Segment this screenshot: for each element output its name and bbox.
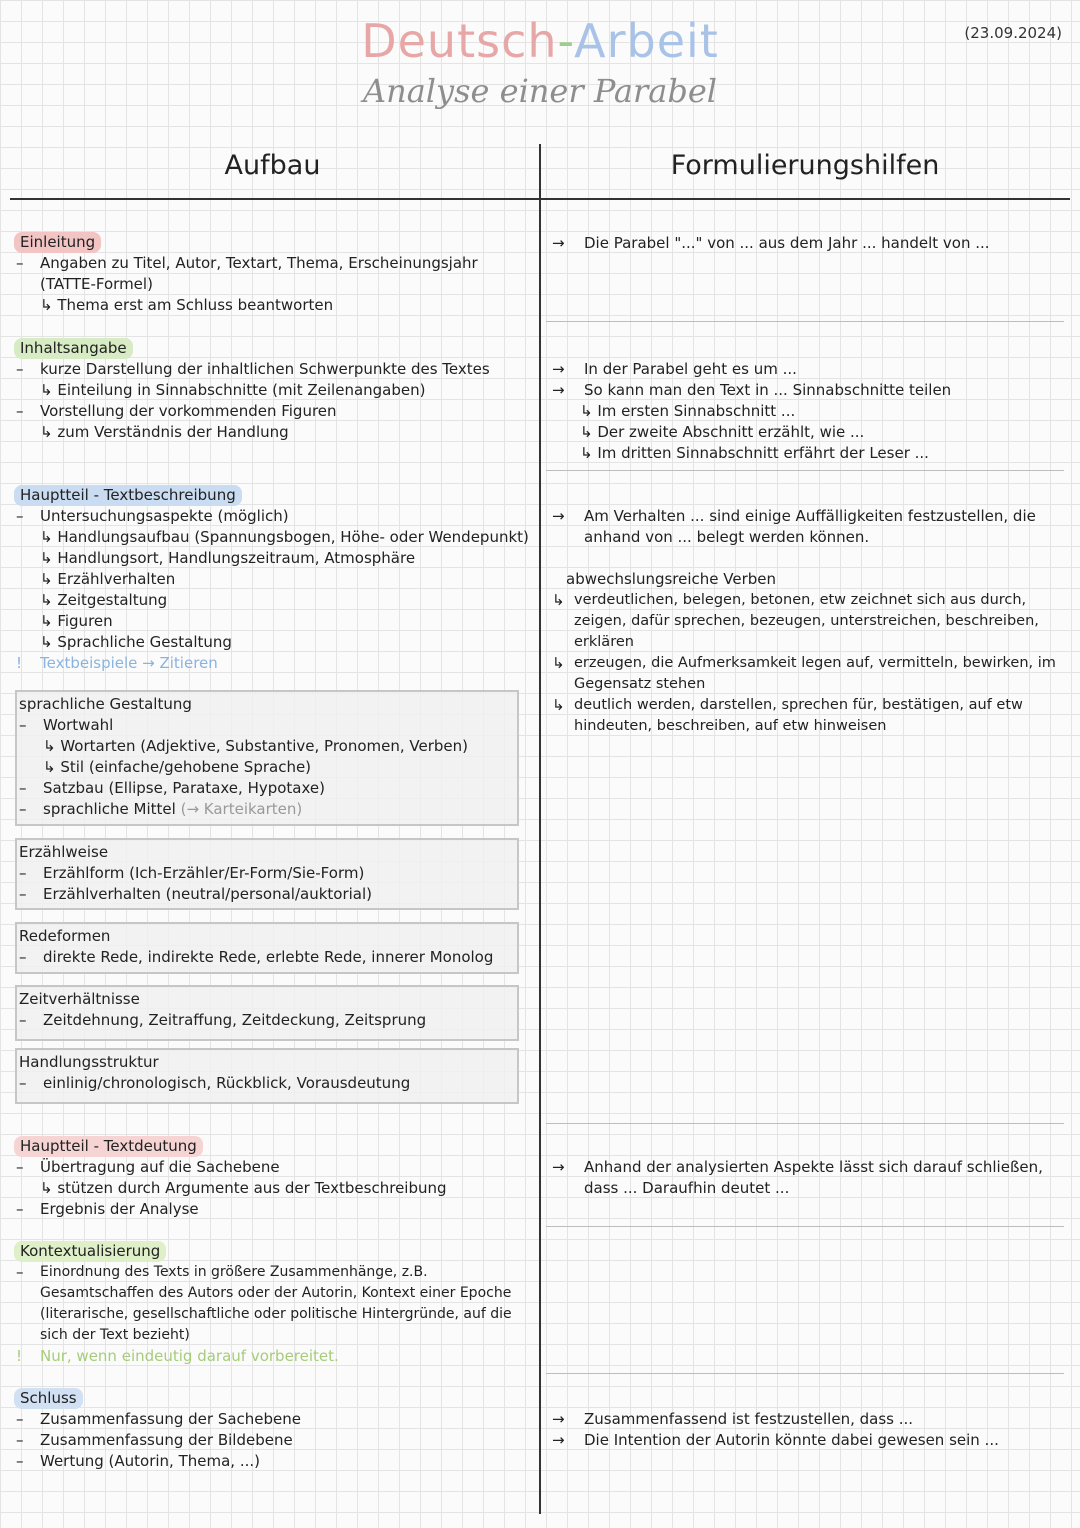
karteikarten-ref: (→ Karteikarten)	[180, 800, 303, 818]
title-dash: -	[557, 14, 575, 68]
section-einleitung: Einleitung – Angaben zu Titel, Autor, Textart, Thema, Erscheinungsjahr (TATTE-Formel) ↳ Thema erst am Schluss beantworten	[16, 232, 536, 316]
phrase: deutlich werden, darstellen, sprechen für, bestätigen, auf etw hindeuten, beschreiben, auf etw hinweisen	[574, 697, 1023, 734]
column-divider	[539, 144, 541, 1514]
phrase: Die Parabel "..." von ... aus dem Jahr ... handelt von ...	[584, 234, 990, 252]
list-item: Vorstellung der vorkommenden Figuren	[40, 402, 337, 420]
section-textdeutung: Hauptteil - Textdeutung – Übertragung auf die Sachebene ↳ stützen durch Argumente aus der Textbeschreibung – Ergebnis der Analyse	[16, 1136, 536, 1220]
list-item: Untersuchungsaspekte (möglich)	[40, 507, 289, 525]
list-item: ↳ stützen durch Argumente aus der Textbeschreibung	[40, 1179, 447, 1197]
right-schluss	[552, 1409, 1074, 1451]
box-handlungsstruktur: Handlungsstruktur – einlinig/chronologisch, Rückblick, Vorausdeutung	[15, 1048, 519, 1104]
row-separator	[546, 321, 1064, 322]
list-item: Angaben zu Titel, Autor, Textart, Thema, Erscheinungsjahr	[40, 254, 478, 272]
phrase: In der Parabel geht es um ...	[584, 360, 797, 378]
heading-textdeutung: Hauptteil - Textdeutung	[14, 1136, 203, 1157]
box-heading: Zeitverhältnisse	[19, 990, 140, 1008]
phrase: Am Verhalten ... sind einige Auffälligkeiten festzustellen, die anhand von ... belegt werden können.	[584, 507, 1036, 546]
corner-arrow-icon: ↳	[580, 423, 598, 441]
phrase: Im ersten Sinnabschnitt ...	[597, 402, 796, 420]
column-header-formulierungshilfen: Formulierungshilfen	[670, 150, 940, 181]
kontext-text: Einordnung des Texts in größere Zusammenhänge, z.B. Gesamtschaffen des Autors oder der Autorin, Kontext einer Epoche (literarische, gesellschaftliche oder politische Hintergründe, auf die sich der Text bezieht)	[40, 1264, 512, 1343]
list-item: Zeitdehnung, Zeitraffung, Zeitdeckung, Zeitsprung	[43, 1011, 427, 1029]
note-zitieren: Textbeispiele → Zitieren	[40, 654, 218, 672]
row-separator	[546, 1373, 1064, 1374]
right-beschreibung	[552, 506, 1074, 737]
list-item: ↳ Handlungsaufbau (Spannungsbogen, Höhe- oder Wendepunkt)	[40, 528, 529, 546]
list-item: ↳ Handlungsort, Handlungszeitraum, Atmosphäre	[40, 549, 416, 567]
list-item: ↳ Figuren	[40, 612, 113, 630]
arrow-icon: →	[552, 381, 565, 399]
phrase: So kann man den Text in ... Sinnabschnitte teilen	[584, 381, 952, 399]
phrase: erzeugen, die Aufmerksamkeit legen auf, vermitteln, bewirken, im Gegensatz stehen	[574, 655, 1056, 692]
list-item: einlinig/chronologisch, Rückblick, Vorausdeutung	[43, 1074, 411, 1092]
list-item: sprachliche Mittel	[43, 800, 176, 818]
phrase: Zusammenfassend ist festzustellen, dass ...	[584, 1410, 914, 1428]
row-separator	[546, 470, 1064, 471]
verben-heading: abwechslungsreiche Verben	[566, 570, 777, 588]
box-sprachliche-gestaltung: sprachliche Gestaltung – Wortwahl ↳ Wortarten (Adjektive, Substantive, Pronomen, Verben) ↳ Stil (einfache/gehobene Sprache) – Satzbau (Ellipse, Parataxe, Hypotaxe) – sprachliche Mittel (→ Karteikarten)	[15, 690, 519, 826]
page-subtitle: Analyse einer Parabel	[362, 72, 718, 110]
list-item: kurze Darstellung der inhaltlichen Schwerpunkte des Textes	[40, 360, 490, 378]
list-item: ↳ zum Verständnis der Handlung	[40, 423, 289, 441]
list-item: Ergebnis der Analyse	[40, 1200, 199, 1218]
phrase: Der zweite Abschnitt erzählt, wie ...	[597, 423, 865, 441]
arrow-icon: →	[552, 234, 565, 252]
list-item: Übertragung auf die Sachebene	[40, 1158, 280, 1176]
phrase: verdeutlichen, belegen, betonen, etw zeichnet sich aus durch, zeigen, dafür sprechen, bezeugen, unterstreichen, beschreiben, erklären	[574, 592, 1039, 650]
heading-schluss: Schluss	[14, 1388, 83, 1409]
title-part-arbeit: Arbeit	[574, 14, 719, 68]
corner-arrow-icon: ↳	[552, 591, 565, 609]
box-erzaehlweise: Erzählweise – Erzählform (Ich-Erzähler/Er-Form/Sie-Form) – Erzählverhalten (neutral/personal/auktorial)	[15, 838, 519, 910]
heading-inhaltsangabe: Inhaltsangabe	[14, 338, 133, 359]
list-item: Zusammenfassung der Sachebene	[40, 1410, 302, 1428]
row-separator	[546, 1123, 1064, 1124]
list-item: ↳ Stil (einfache/gehobene Sprache)	[43, 758, 312, 776]
phrase: Die Intention der Autorin könnte dabei gewesen sein ...	[584, 1431, 999, 1449]
right-deutung	[552, 1157, 1074, 1199]
list-item: direkte Rede, indirekte Rede, erlebte Rede, innerer Monolog	[43, 948, 494, 966]
date-label: (23.09.2024)	[964, 24, 1062, 42]
right-einleitung	[552, 233, 1074, 254]
list-item: Erzählverhalten (neutral/personal/auktorial)	[43, 885, 373, 903]
heading-textbeschreibung: Hauptteil - Textbeschreibung	[14, 485, 242, 506]
arrow-icon: →	[552, 1158, 565, 1176]
heading-einleitung: Einleitung	[14, 232, 101, 253]
box-heading: Erzählweise	[19, 843, 109, 861]
right-inhalt	[552, 359, 1074, 464]
list-item: ↳ Zeitgestaltung	[40, 591, 168, 609]
list-item: ↳ Wortarten (Adjektive, Substantive, Pronomen, Verben)	[43, 737, 469, 755]
corner-arrow-icon: ↳	[552, 654, 565, 672]
arrow-icon: →	[552, 1410, 565, 1428]
arrow-icon: →	[552, 507, 565, 525]
page-title	[0, 14, 1080, 68]
box-redeformen: Redeformen – direkte Rede, indirekte Rede, erlebte Rede, innerer Monolog	[15, 922, 519, 974]
box-heading: Handlungsstruktur	[19, 1053, 159, 1071]
phrase: Im dritten Sinnabschnitt erfährt der Leser ...	[597, 444, 929, 462]
list-item: (TATTE-Formel)	[40, 275, 153, 293]
list-item: Wortwahl	[43, 716, 114, 734]
list-item: ↳ Sprachliche Gestaltung	[40, 633, 232, 651]
section-schluss: Schluss – Zusammenfassung der Sachebene – Zusammenfassung der Bildebene – Wertung (Autorin, Thema, ...)	[16, 1389, 302, 1470]
note-mark: !	[16, 654, 23, 672]
column-header-aufbau: Aufbau	[224, 150, 321, 181]
list-item: Zusammenfassung der Bildebene	[40, 1431, 293, 1449]
row-separator	[546, 1226, 1064, 1227]
title-part-deutsch: Deutsch	[361, 14, 558, 68]
list-item: Wertung (Autorin, Thema, ...)	[40, 1452, 260, 1470]
section-kontextualisierung: Kontextualisierung – Einordnung des Texts in größere Zusammenhänge, z.B. Gesamtschaffen des Autors oder der Autorin, Kontext einer Epoche (literarische, gesellschaftliche oder politische Hintergründe, auf die sich der Text bezieht) ! Nur, wenn eindeutig darauf vorbereitet.	[16, 1241, 536, 1367]
section-inhaltsangabe: Inhaltsangabe – kurze Darstellung der inhaltlichen Schwerpunkte des Textes ↳ Einteilung in Sinnabschnitte (mit Zeilenangaben) – Vorstellung der vorkommenden Figuren ↳ zum Verständnis der Handlung	[16, 338, 536, 443]
corner-arrow-icon: ↳	[580, 402, 598, 420]
corner-arrow-icon: ↳	[580, 444, 598, 462]
box-heading: Redeformen	[19, 927, 111, 945]
heading-kontextualisierung: Kontextualisierung	[14, 1241, 166, 1262]
list-item: ↳ Einteilung in Sinnabschnitte (mit Zeilenangaben)	[40, 381, 426, 399]
list-item: Satzbau (Ellipse, Parataxe, Hypotaxe)	[43, 779, 325, 797]
note-vorbereitet: Nur, wenn eindeutig darauf vorbereitet.	[40, 1347, 339, 1365]
box-zeitverhaeltnisse: Zeitverhältnisse – Zeitdehnung, Zeitraffung, Zeitdeckung, Zeitsprung	[15, 985, 519, 1041]
arrow-icon: →	[552, 1431, 565, 1449]
phrase: Anhand der analysierten Aspekte lässt sich darauf schließen, dass ... Daraufhin deutet ...	[584, 1158, 1043, 1197]
list-item: ↳ Thema erst am Schluss beantworten	[40, 296, 334, 314]
list-item: ↳ Erzählverhalten	[40, 570, 176, 588]
section-textbeschreibung: Hauptteil - Textbeschreibung – Untersuchungsaspekte (möglich) ↳ Handlungsaufbau (Spannungsbogen, Höhe- oder Wendepunkt) ↳ Handlungsort, Handlungszeitraum, Atmosphäre ↳ Erzählverhalten ↳ Zeitgestaltung ↳ Figuren ↳ Sprachliche Gestaltung ! Textbeispiele → Zitieren	[16, 485, 536, 674]
list-item: Erzählform (Ich-Erzähler/Er-Form/Sie-Form)	[43, 864, 365, 882]
corner-arrow-icon: ↳	[552, 696, 565, 714]
box-heading: sprachliche Gestaltung	[19, 695, 192, 713]
note-mark: !	[16, 1347, 23, 1365]
arrow-icon: →	[552, 360, 565, 378]
